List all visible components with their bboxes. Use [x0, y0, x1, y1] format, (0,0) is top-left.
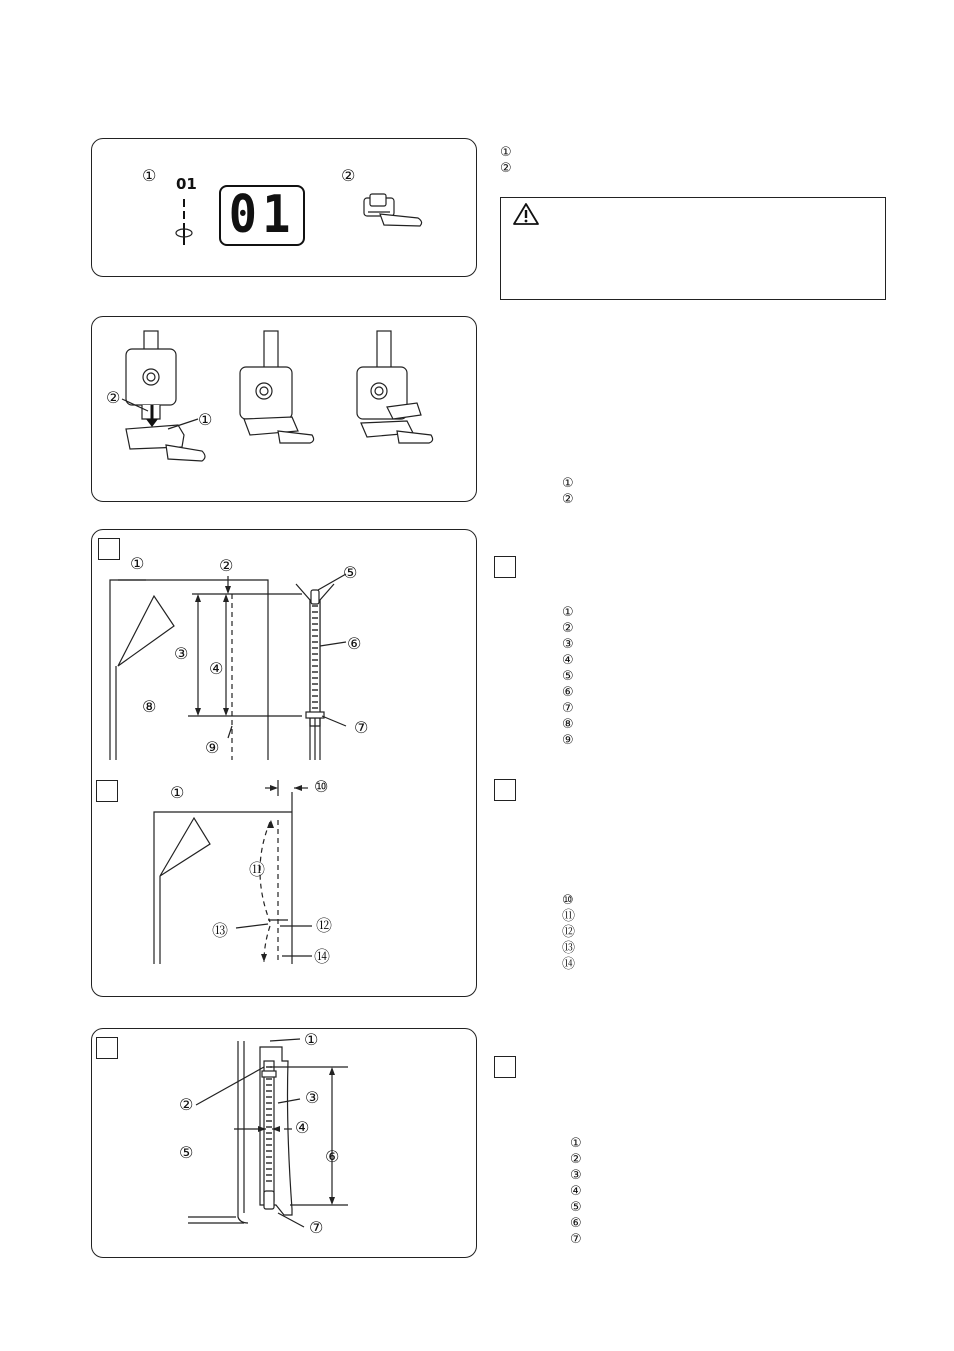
legend-item: ②	[562, 621, 574, 636]
attach-legend	[562, 476, 574, 508]
stitch-number-label: 01	[176, 175, 197, 193]
straight-stitch-icon	[172, 197, 202, 257]
callout-13: ⑬	[212, 921, 229, 940]
callout-8: ⑧	[142, 697, 157, 716]
legend-item: ⑦	[562, 701, 574, 716]
legend-item: ⑬	[562, 941, 576, 956]
step-c-text-box	[494, 1056, 516, 1078]
legend-item: ⑤	[570, 1200, 582, 1215]
display-digits: 01	[228, 185, 296, 245]
legend-item: ①	[562, 605, 574, 620]
callout-5: ⑤	[343, 563, 358, 582]
callout-1: ①	[198, 410, 213, 429]
legend-item: ①	[570, 1136, 582, 1151]
foot-released-icon	[347, 327, 457, 457]
step-b-box	[96, 780, 118, 802]
legend-item: ⑥	[562, 685, 574, 700]
callout-7: ⑦	[354, 718, 369, 737]
legend-item: ②	[500, 161, 512, 176]
callout-4: ④	[209, 659, 224, 678]
callout-2: ②	[179, 1095, 194, 1114]
legend-item: ③	[562, 637, 574, 652]
legend-a	[562, 605, 574, 749]
warning-box	[500, 197, 886, 300]
stitch-selection-panel	[91, 138, 477, 277]
callout-14: ⑭	[314, 947, 331, 966]
stitch-legend	[500, 145, 512, 177]
callout-9: ⑨	[205, 738, 220, 757]
callout-2: ②	[106, 388, 121, 407]
legend-item: ⑥	[570, 1216, 582, 1231]
leader-line	[122, 397, 162, 417]
legend-item: ⑫	[562, 925, 576, 940]
callout-3: ③	[305, 1088, 320, 1107]
legend-item: ④	[570, 1184, 582, 1199]
callout-10: ⑩	[314, 777, 329, 796]
legend-c	[570, 1136, 582, 1248]
legend-b	[562, 893, 575, 973]
legend-item: ⑭	[562, 957, 576, 972]
legend-item: ①	[562, 476, 574, 491]
foot-attached-icon	[230, 327, 340, 457]
callout-1: ①	[170, 783, 185, 802]
callout-7: ⑦	[309, 1218, 324, 1237]
fabric-marking-diagram	[106, 563, 396, 766]
prepare-fabric-panel	[91, 529, 477, 997]
legend-item: ③	[570, 1168, 582, 1183]
leader-line	[162, 417, 202, 437]
legend-item: ②	[570, 1152, 582, 1167]
callout-4: ④	[295, 1118, 310, 1137]
step-a-text-box	[494, 556, 516, 578]
legend-item: ⑨	[562, 733, 574, 748]
callout-6: ⑥	[325, 1147, 340, 1166]
legend-item: ⑧	[562, 717, 574, 732]
legend-item: ②	[562, 492, 574, 507]
zipper-sewing-diagram	[188, 1037, 388, 1237]
callout-1: ①	[304, 1030, 319, 1049]
callout-1: ①	[142, 166, 157, 185]
legend-item: ①	[500, 145, 512, 160]
legend-item: ⑤	[562, 669, 574, 684]
callout-5: ⑤	[179, 1143, 194, 1162]
step-b-text-box	[494, 779, 516, 801]
callout-12: ⑫	[316, 916, 333, 935]
step-a-box	[98, 538, 120, 560]
sew-zipper-panel	[91, 1028, 477, 1258]
warning-triangle-icon	[513, 203, 539, 225]
step-c-box	[96, 1037, 118, 1059]
legend-item: ⑩	[562, 893, 574, 908]
legend-item: ⑪	[562, 909, 576, 924]
callout-6: ⑥	[347, 634, 362, 653]
legend-item: ④	[562, 653, 574, 668]
zipper-foot-icon	[360, 192, 430, 237]
callout-1: ①	[130, 554, 145, 573]
attach-foot-panel	[91, 316, 477, 502]
lcd-display	[219, 185, 305, 246]
legend-item: ⑦	[570, 1232, 582, 1247]
callout-2: ②	[219, 556, 234, 575]
callout-11: ⑪	[249, 860, 266, 879]
callout-3: ③	[174, 644, 189, 663]
callout-2: ②	[341, 166, 356, 185]
